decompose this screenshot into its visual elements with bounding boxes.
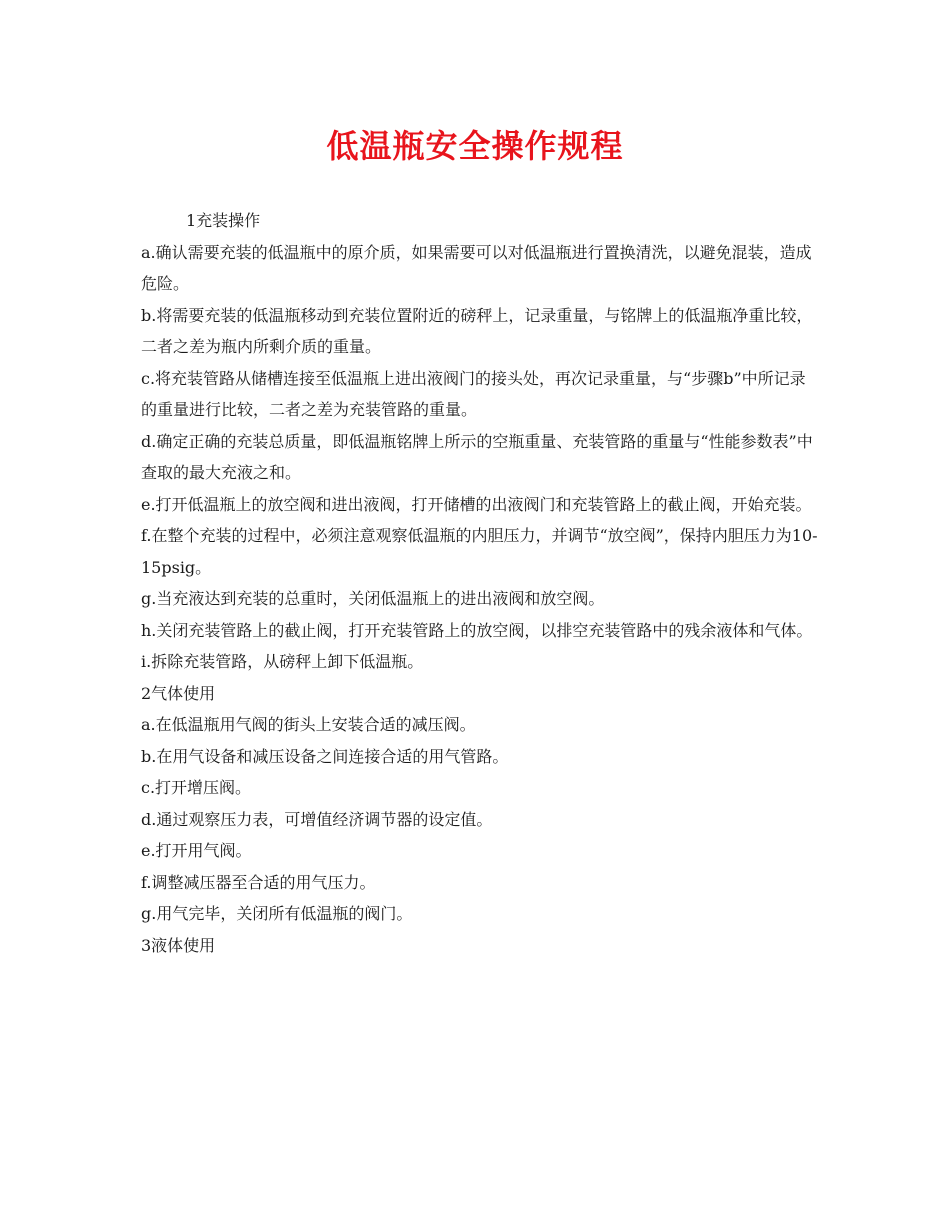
paragraph: d.确定正确的充装总质量，即低温瓶铭牌上所示的空瓶重量、充装管路的重量与“性能参数表”中查取的最大充液之和。 [141,431,813,482]
section-heading-liquid-use: 3液体使用 [141,935,216,955]
paragraph: g.当充液达到充装的总重时，关闭低温瓶上的进出液阀和放空阀。 [141,589,605,608]
paragraph: b.将需要充装的低温瓶移动到充装位置附近的磅秤上，记录重量，与铭牌上的低温瓶净重比较，二者之差为瓶内所剩介质的重量。 [141,305,813,356]
paragraph: a.确认需要充装的低温瓶中的原介质，如果需要可以对低温瓶进行置换清洗，以避免混装，造成危险。 [141,242,812,293]
paragraph: c.打开增压阀。 [141,778,252,797]
paragraph: e.打开低温瓶上的放空阀和进出液阀，打开储槽的出液阀门和充装管路上的截止阀，开始充装。 [141,494,812,514]
paragraph: f.在整个充装的过程中，必须注意观察低温瓶的内胆压力，并调节“放空阀”，保持内胆压力为10-15psig。 [141,526,818,577]
paragraph: h.关闭充装管路上的截止阀，打开充装管路上的放空阀，以排空充装管路中的残余液体和气体。 [141,620,813,640]
page-title: 低温瓶安全操作规程 [326,127,624,165]
section-heading-gas-use: 2气体使用 [141,683,216,703]
paragraph: e.打开用气阀。 [141,841,252,860]
paragraph: a.在低温瓶用气阀的街头上安装合适的减压阀。 [141,715,476,734]
paragraph: c.将充装管路从储槽连接至低温瓶上进出液阀门的接头处，再次记录重量，与“步骤b”中所记录的重量进行比较，二者之差为充装管路的重量。 [141,368,806,419]
paragraph: f.调整减压器至合适的用气压力。 [141,872,376,892]
section-heading-filling: 1充装操作 [186,211,261,230]
paragraph: i.拆除充装管路，从磅秤上卸下低温瓶。 [141,652,424,671]
paragraph: d.通过观察压力表，可增值经济调节器的设定值。 [141,809,493,829]
paragraph: b.在用气设备和减压设备之间连接合适的用气管路。 [141,746,509,766]
document-body [141,205,821,961]
paragraph: g.用气完毕，关闭所有低温瓶的阀门。 [141,904,413,923]
